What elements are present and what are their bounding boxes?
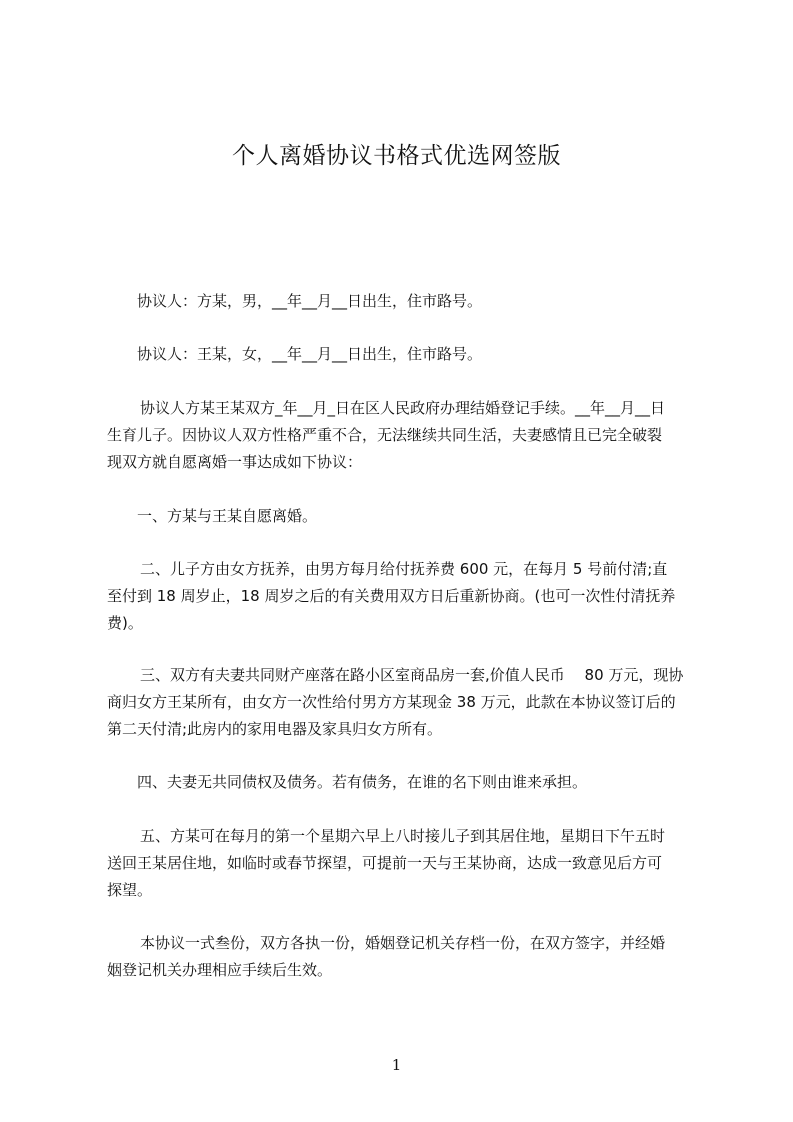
closing-line-1: 本协议一式叁份，双方各执一份，婚姻登记机关存档一份，在双方签字，并经婚	[140, 934, 666, 952]
clause-2-line-1: 二、儿子方由女方抚养，由男方每月给付抚养费 600 元，在每月 5 号前付清;直	[140, 560, 668, 578]
intro-line-3: 现双方就自愿离婚一事达成如下协议：	[107, 453, 363, 471]
intro-line-2: 生育儿子。因协议人双方性格严重不合，无法继续共同生活，夫妻感情且已完全破裂	[107, 426, 663, 444]
page-number: 1	[391, 1056, 402, 1074]
clause-3-line-1: 三、双方有夫妻共同财产座落在路小区室商品房一套,价值人民币 80 万元，现协	[140, 666, 684, 684]
document-title: 个人离婚协议书格式优选网签版	[232, 143, 561, 169]
clause-5-line-2: 送回王某居住地，如临时或春节探望，可提前一天与王某协商，达成一致意见后方可	[107, 854, 663, 872]
intro-line-1: 协议人方某王某双方_年__月_日在区人民政府办理结婚登记手续。__年__月__日	[140, 399, 666, 417]
closing-line-2: 姻登记机关办理相应手续后生效。	[107, 961, 333, 979]
party-b-line: 协议人：王某，女，__年__月__日出生，住市路号。	[137, 345, 483, 363]
clause-2-line-3: 费)。	[107, 614, 143, 632]
clause-4-line: 四、夫妻无共同债权及债务。若有债务，在谁的名下则由谁来承担。	[137, 773, 588, 791]
clause-3-line-2: 商归女方王某所有，由女方一次性给付男方方某现金 38 万元，此款在本协议签订后的	[107, 693, 676, 711]
clause-5-line-3: 探望。	[107, 881, 153, 899]
clause-3-line-3: 第二天付清;此房内的家用电器及家具归女方所有。	[107, 720, 443, 738]
clause-1-line: 一、方某与王某自愿离婚。	[137, 507, 318, 525]
clause-2-line-2: 至付到 18 周岁止，18 周岁之后的有关费用双方日后重新协商。(也可一次性付清抚养	[107, 587, 676, 605]
clause-5-line-1: 五、方某可在每月的第一个星期六早上八时接儿子到其居住地，星期日下午五时	[140, 827, 666, 845]
party-a-line: 协议人：方某，男，__年__月__日出生，住市路号。	[137, 292, 483, 310]
